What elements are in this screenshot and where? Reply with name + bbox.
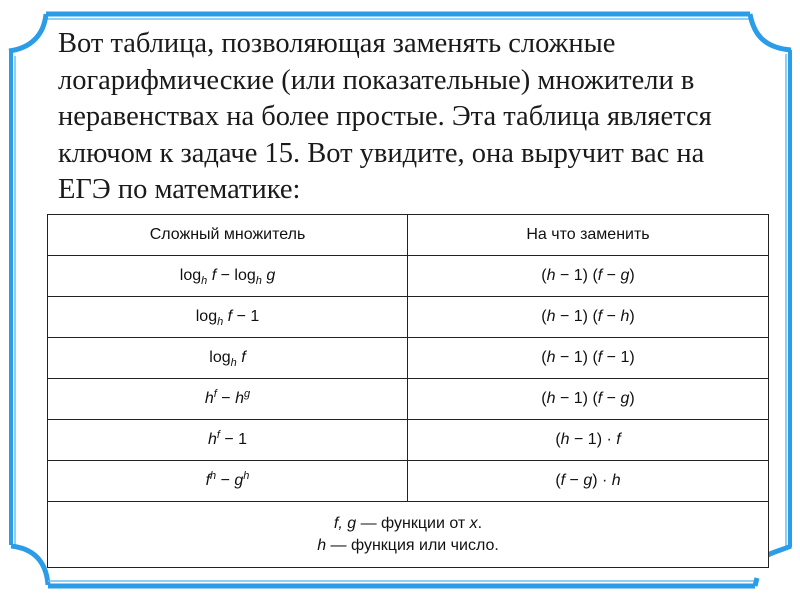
intro-line: Вот таблица, позволяющая заменять сложные xyxy=(58,28,616,59)
table-note xyxy=(48,502,769,568)
replacement-cell: (f − g) · h xyxy=(408,461,769,502)
intro-line: ЕГЭ по математике: xyxy=(58,174,301,205)
replacement-cell: (h − 1) (f − 1) xyxy=(408,338,769,379)
replacement-table xyxy=(47,214,769,568)
intro-paragraph xyxy=(58,26,788,209)
replacement-cell: (h − 1) (f − h) xyxy=(408,297,769,338)
table-row xyxy=(48,256,769,297)
complex-cell: $h^f - 1$ xyxy=(48,420,408,461)
note-line-2: h — функция или число. xyxy=(317,536,499,554)
table-row xyxy=(48,420,769,461)
complex-cell: $f^h - g^h$ xyxy=(48,461,408,502)
complex-cell: $h^f - h^g$ xyxy=(48,379,408,420)
table-row xyxy=(48,379,769,420)
intro-line: ключом к задаче 15. Вот увидите, она выручит вас на xyxy=(58,137,705,169)
table-row xyxy=(48,297,769,338)
replacement-cell: (h − 1) · f xyxy=(408,420,769,461)
intro-line: неравенствах на более простые. Эта таблица является xyxy=(58,101,712,132)
complex-cell: $\log_h f - \log_h g$ xyxy=(48,256,408,297)
table-row xyxy=(48,338,769,379)
note-line-1: f, g — функции от x. xyxy=(333,514,483,532)
replacement-cell: (h − 1) (f − g) xyxy=(408,379,769,420)
header-replacement: На что заменить xyxy=(408,215,769,256)
header-complex-factor: Сложный множитель xyxy=(48,215,408,256)
table-header-row xyxy=(48,215,769,256)
replacement-cell: (h − 1) (f − g) xyxy=(408,256,769,297)
complex-cell: $\log_h f$ xyxy=(48,338,408,379)
intro-line: логарифмические (или показательные) множители в xyxy=(58,64,695,96)
complex-cell: $\log_h f - 1$ xyxy=(48,297,408,338)
table-note-row xyxy=(48,502,769,568)
table-row xyxy=(48,461,769,502)
